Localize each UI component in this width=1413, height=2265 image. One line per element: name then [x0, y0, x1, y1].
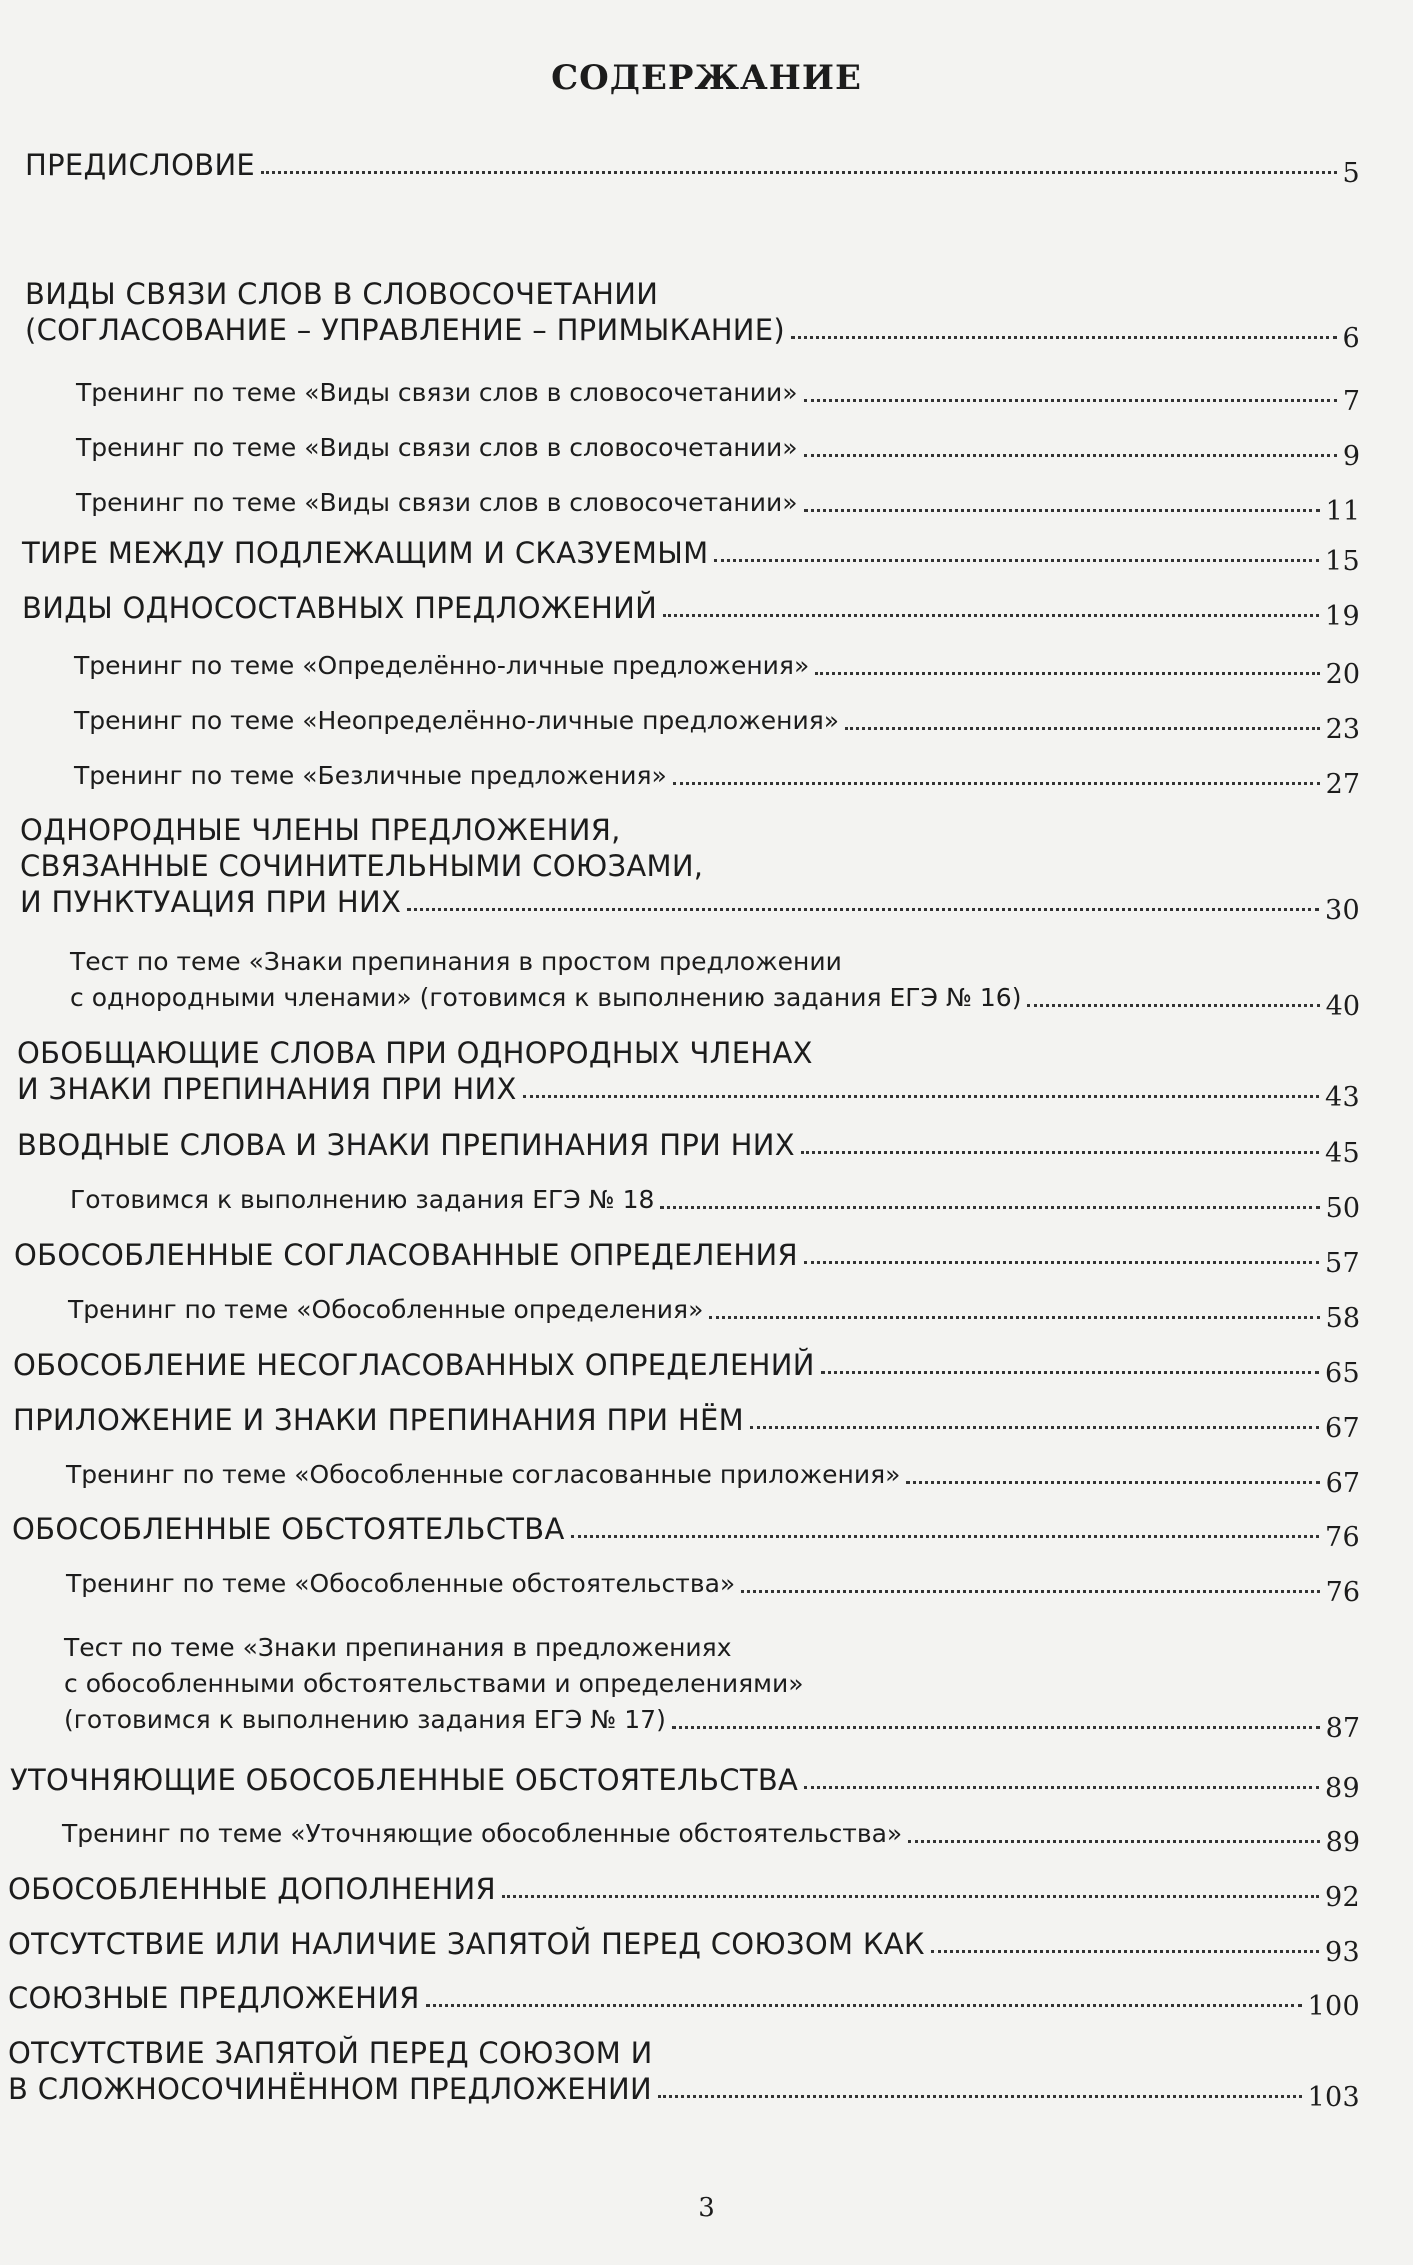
dot-leader	[714, 559, 1319, 562]
toc-entry-title: ВВОДНЫЕ СЛОВА И ЗНАКИ ПРЕПИНАНИЯ ПРИ НИХ	[17, 1128, 795, 1162]
toc-page-number: 40	[1325, 991, 1360, 1022]
toc-line	[17, 1127, 1360, 1169]
toc-subsection	[76, 485, 1360, 527]
toc-page-number: 30	[1325, 895, 1360, 926]
toc-entry-title: Тренинг по теме «Виды связи слов в словосочетании»	[76, 433, 798, 462]
toc-section	[22, 590, 1360, 632]
dot-leader	[658, 2095, 1302, 2098]
toc-line	[12, 1511, 1360, 1553]
toc-entry-title: Тренинг по теме «Уточняющие обособленные обстоятельства»	[62, 1819, 903, 1848]
toc-line	[13, 1402, 1360, 1444]
toc-line	[25, 276, 1360, 312]
toc-page-number: 67	[1325, 1413, 1360, 1444]
toc-line	[76, 430, 1360, 472]
dot-leader	[804, 509, 1320, 512]
toc-page-number: 6	[1342, 323, 1360, 354]
toc-subsection	[68, 1292, 1360, 1334]
dot-leader	[791, 336, 1336, 339]
toc-entry-title: УТОЧНЯЮЩИЕ ОБОСОБЛЕННЫЕ ОБСТОЯТЕЛЬСТВА	[10, 1763, 799, 1797]
toc-subsection	[62, 1816, 1360, 1858]
toc-page-number: 89	[1325, 1773, 1360, 1804]
toc-line	[25, 312, 1360, 354]
toc-page-number: 19	[1325, 601, 1360, 632]
toc-line	[76, 485, 1360, 527]
toc-section	[25, 147, 1360, 189]
dot-leader	[1027, 1004, 1319, 1007]
toc-entry-title: Тренинг по теме «Неопределённо-личные предложения»	[74, 706, 840, 735]
toc-page-number: 76	[1325, 1577, 1360, 1608]
toc-entry-title: Тренинг по теме «Виды связи слов в словосочетании»	[76, 488, 798, 517]
dot-leader	[750, 1426, 1319, 1429]
toc-page-number: 7	[1342, 386, 1360, 417]
dot-leader	[407, 908, 1319, 911]
toc-line	[17, 1035, 1360, 1071]
toc-entry-title: Тренинг по теме «Виды связи слов в словосочетании»	[76, 378, 798, 407]
toc-page-number: 65	[1325, 1358, 1360, 1389]
toc-line	[25, 147, 1360, 189]
toc-page-number: 67	[1325, 1468, 1360, 1499]
dot-leader	[931, 1950, 1319, 1953]
toc-page-number: 20	[1325, 659, 1360, 690]
toc-line	[22, 535, 1360, 577]
toc-page-number: 43	[1325, 1082, 1360, 1113]
dot-leader	[523, 1095, 1319, 1098]
dot-leader	[709, 1316, 1319, 1319]
dot-leader	[804, 399, 1337, 402]
toc-line	[66, 1457, 1360, 1499]
toc-page-number: 93	[1325, 1937, 1360, 1968]
toc-line	[8, 1871, 1360, 1913]
toc-page-number: 50	[1325, 1193, 1360, 1224]
toc-entry-title: СВЯЗАННЫЕ СОЧИНИТЕЛЬНЫМИ СОЮЗАМИ,	[20, 849, 704, 883]
toc-entry-title: И ЗНАКИ ПРЕПИНАНИЯ ПРИ НИХ	[17, 1072, 517, 1106]
toc-subsection	[74, 758, 1360, 800]
dot-leader	[571, 1535, 1319, 1538]
dot-leader	[845, 727, 1320, 730]
toc-section	[8, 1926, 1360, 1968]
toc-line	[64, 1666, 1360, 1702]
toc-line	[74, 758, 1360, 800]
toc-line	[74, 648, 1360, 690]
toc-section	[25, 276, 1360, 354]
toc-subsection	[70, 944, 1360, 1022]
toc-entry-title: И ПУНКТУАЦИЯ ПРИ НИХ	[20, 885, 402, 919]
toc-line	[8, 1980, 1360, 2022]
toc-line	[70, 944, 1360, 980]
toc-subsection	[66, 1566, 1360, 1608]
toc-page-number: 23	[1325, 714, 1360, 745]
dot-leader	[804, 454, 1337, 457]
toc-subsection	[70, 1182, 1360, 1224]
toc-entry-title: ПРЕДИСЛОВИЕ	[25, 148, 256, 182]
toc-entry-title: (СОГЛАСОВАНИЕ – УПРАВЛЕНИЕ – ПРИМЫКАНИЕ)	[25, 313, 786, 347]
toc-entry-title: В СЛОЖНОСОЧИНЁННОМ ПРЕДЛОЖЕНИИ	[8, 2072, 652, 2106]
dot-leader	[815, 672, 1319, 675]
toc-line	[13, 1347, 1360, 1389]
toc-entry-title: с однородными членами» (готовимся к выполнению задания ЕГЭ № 16)	[70, 983, 1022, 1012]
toc-entry-title: Тренинг по теме «Безличные предложения»	[74, 761, 667, 790]
toc-entry-title: ОБОСОБЛЕННЫЕ ОБСТОЯТЕЛЬСТВА	[12, 1512, 565, 1546]
toc-line	[20, 812, 1360, 848]
toc-entry-title: Готовимся к выполнению задания ЕГЭ № 18	[70, 1185, 655, 1214]
toc-entry-title: ОБОСОБЛЕННЫЕ ДОПОЛНЕНИЯ	[8, 1872, 496, 1906]
toc-page-number: 58	[1325, 1303, 1360, 1334]
toc-subsection	[74, 648, 1360, 690]
toc-line	[62, 1816, 1360, 1858]
toc-subsection	[76, 375, 1360, 417]
toc-page-number: 103	[1307, 2082, 1360, 2113]
toc-line	[70, 980, 1360, 1022]
toc-entry-title: ОТСУТСТВИЕ ЗАПЯТОЙ ПЕРЕД СОЮЗОМ И	[8, 2036, 653, 2070]
page-number: 3	[698, 2193, 715, 2223]
toc-section	[12, 1511, 1360, 1553]
toc-section	[22, 535, 1360, 577]
toc-subsection	[74, 703, 1360, 745]
toc-page-number: 89	[1325, 1827, 1360, 1858]
toc-entry-title: с обособленными обстоятельствами и определениями»	[64, 1669, 804, 1698]
toc-section	[8, 2035, 1360, 2113]
toc-entry-title: Тест по теме «Знаки препинания в предложениях	[64, 1633, 732, 1662]
toc-page-number: 100	[1307, 1991, 1360, 2022]
dot-leader	[804, 1261, 1319, 1264]
toc-line	[70, 1182, 1360, 1224]
toc-entry-title: Тест по теме «Знаки препинания в простом предложении	[70, 947, 842, 976]
toc-section	[17, 1127, 1360, 1169]
toc-page-number: 76	[1325, 1522, 1360, 1553]
dot-leader	[804, 1786, 1319, 1789]
toc-page-number: 11	[1325, 496, 1360, 527]
toc-entry-title: ВИДЫ СВЯЗИ СЛОВ В СЛОВОСОЧЕТАНИИ	[25, 277, 659, 311]
toc-line	[20, 848, 1360, 884]
toc-entry-title: ПРИЛОЖЕНИЕ И ЗНАКИ ПРЕПИНАНИЯ ПРИ НЁМ	[13, 1403, 744, 1437]
dot-leader	[908, 1840, 1319, 1843]
toc-entry-title: ОТСУТСТВИЕ ИЛИ НАЛИЧИЕ ЗАПЯТОЙ ПЕРЕД СОЮЗОМ КАК	[8, 1927, 925, 1961]
toc-section	[17, 1035, 1360, 1113]
toc-entry-title: ОБОСОБЛЕНИЕ НЕСОГЛАСОВАННЫХ ОПРЕДЕЛЕНИЙ	[13, 1348, 815, 1382]
dot-leader	[660, 1206, 1319, 1209]
toc-entry-title: ОБОСОБЛЕННЫЕ СОГЛАСОВАННЫЕ ОПРЕДЕЛЕНИЯ	[14, 1238, 798, 1272]
dot-leader	[663, 614, 1319, 617]
toc-page-number: 87	[1325, 1713, 1360, 1744]
toc-entry-title: ОБОБЩАЮЩИЕ СЛОВА ПРИ ОДНОРОДНЫХ ЧЛЕНАХ	[17, 1036, 813, 1070]
toc-page-number: 5	[1342, 158, 1360, 189]
toc-line	[74, 703, 1360, 745]
toc-section	[13, 1402, 1360, 1444]
dot-leader	[801, 1151, 1319, 1154]
toc-line	[8, 2071, 1360, 2113]
dot-leader	[426, 2004, 1302, 2007]
toc-page-number: 15	[1325, 546, 1360, 577]
toc-section	[14, 1237, 1360, 1279]
toc-line	[22, 590, 1360, 632]
dot-leader	[261, 171, 1336, 174]
toc-entry-title: Тренинг по теме «Обособленные согласованные приложения»	[66, 1460, 901, 1489]
toc-subsection	[64, 1630, 1360, 1744]
toc-entry-title: (готовимся к выполнению задания ЕГЭ № 17)	[64, 1705, 666, 1734]
toc-subsection	[66, 1457, 1360, 1499]
toc-line	[14, 1237, 1360, 1279]
toc-entry-title: ВИДЫ ОДНОСОСТАВНЫХ ПРЕДЛОЖЕНИЙ	[22, 591, 658, 625]
dot-leader	[821, 1371, 1319, 1374]
toc-section	[10, 1762, 1360, 1804]
dot-leader	[741, 1590, 1319, 1593]
toc-line	[68, 1292, 1360, 1334]
toc-line	[64, 1702, 1360, 1744]
toc-entry-title: Тренинг по теме «Обособленные обстоятельства»	[66, 1569, 736, 1598]
dot-leader	[906, 1481, 1319, 1484]
toc-page-number: 45	[1325, 1138, 1360, 1169]
toc-page-number: 92	[1325, 1882, 1360, 1913]
toc-line	[76, 375, 1360, 417]
page-title: СОДЕРЖАНИЕ	[551, 58, 862, 98]
toc-entry-title: СОЮЗНЫЕ ПРЕДЛОЖЕНИЯ	[8, 1981, 420, 2015]
toc-line	[66, 1566, 1360, 1608]
toc-section	[20, 812, 1360, 926]
toc-section	[13, 1347, 1360, 1389]
dot-leader	[673, 782, 1320, 785]
dot-leader	[502, 1895, 1319, 1898]
dot-leader	[672, 1726, 1320, 1729]
toc-line	[10, 1762, 1360, 1804]
toc-line	[64, 1630, 1360, 1666]
toc-entry-title: Тренинг по теме «Определённо-личные предложения»	[74, 651, 810, 680]
toc-page-number: 9	[1342, 441, 1360, 472]
toc-page-number: 27	[1325, 769, 1360, 800]
toc-line	[20, 884, 1360, 926]
toc-section	[8, 1980, 1360, 2022]
toc-section	[8, 1871, 1360, 1913]
toc-entry-title: ТИРЕ МЕЖДУ ПОДЛЕЖАЩИМ И СКАЗУЕМЫМ	[22, 536, 709, 570]
toc-page-number: 57	[1325, 1248, 1360, 1279]
toc-line	[8, 2035, 1360, 2071]
toc-line	[8, 1926, 1360, 1968]
toc-entry-title: ОДНОРОДНЫЕ ЧЛЕНЫ ПРЕДЛОЖЕНИЯ,	[20, 813, 621, 847]
toc-entry-title: Тренинг по теме «Обособленные определения»	[68, 1295, 704, 1324]
toc-line	[17, 1071, 1360, 1113]
toc-subsection	[76, 430, 1360, 472]
